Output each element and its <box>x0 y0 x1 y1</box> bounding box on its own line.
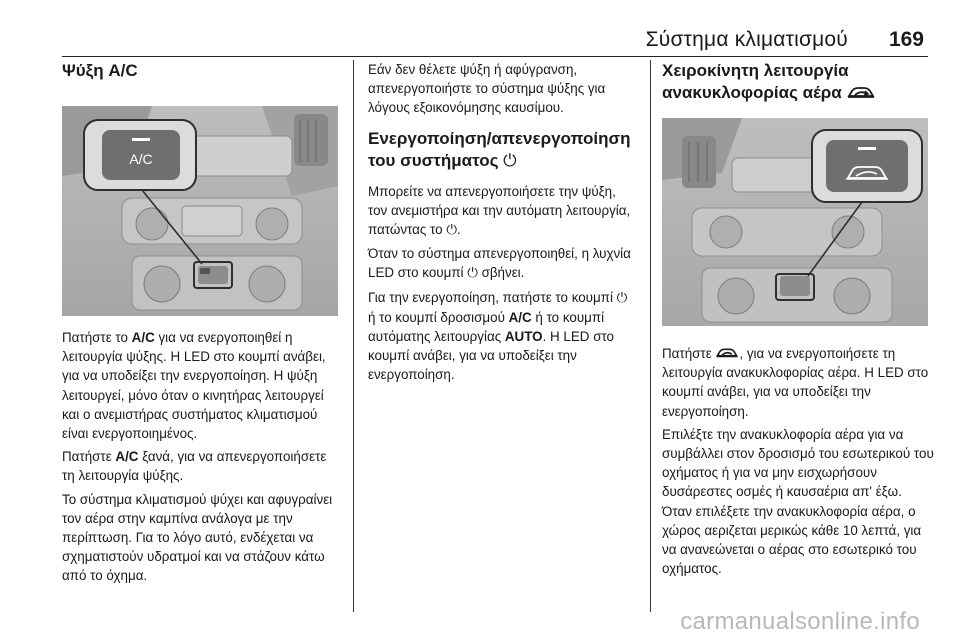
paragraph: Όταν το σύστημα απενεργοποιηθεί, η λυχνία LED στο κουμπί ⏻ σβήνει. <box>368 246 631 282</box>
ac-key-label: A/C <box>115 449 139 465</box>
footer-watermark: carmanualsonline.info <box>680 608 920 635</box>
recirculation-button-figure <box>662 118 928 326</box>
column-ac-cooling <box>62 60 342 590</box>
section-heading-ac: Ψύξη A/C <box>62 61 138 80</box>
paragraph: Το σύστημα κλιματισμού ψύχει και αφυγραίνει τον αέρα στην καμπίνα ανάλογα με την περίπτωση. Για το λόγο αυτό, ενδέχεται να σχηματιστούν υδρατμοί και να στάζουν κάτω από το όχημα. <box>62 491 333 584</box>
climate-panel-illustration <box>662 118 928 326</box>
paragraph: Εάν δεν θέλετε ψύξη ή αφύγρανση, απενεργοποιήστε το σύστημα ψύξης για λόγους εξοικονόμησης καυσίμου. <box>368 62 606 116</box>
column-system-onoff <box>368 60 638 389</box>
column-divider <box>353 60 354 612</box>
climate-panel-illustration <box>62 106 338 316</box>
recirculation-icon <box>846 84 876 100</box>
column-recirculation <box>662 60 934 582</box>
recirculation-icon <box>715 346 739 359</box>
paragraph: Μπορείτε να απενεργοποιήσετε την ψύξη, τον ανεμιστήρα και την αυτόματη λειτουργία, πατώντας το ⏻. <box>368 183 631 239</box>
power-icon: ⏻ <box>467 266 478 282</box>
paragraph: Πατήστε το A/C για να ενεργοποιηθεί η λειτουργία ψύξης. Η LED στο κουμπί ανάβει, για να υποδείξει την ενεργοποίηση. Η ψύξη λειτουργεί, μόνο όταν ο κινητήρας λειτουργεί και ο ανεμιστήρας συστήματος κλιματισμού είναι ενεργοποιημένος. <box>62 330 326 442</box>
paragraph: Πατήστε , για να ενεργοποιήσετε τη λειτουργία ανακυκλοφορίας αέρα. Η LED στο κουμπί ανάβει, για να υποδείξει την ενεργοποίηση. <box>662 346 929 419</box>
ac-button-label: A/C <box>129 151 153 167</box>
section-heading-onoff: Ενεργοποίηση/απενεργοποίηση του συστήματος ⏻ <box>368 128 631 171</box>
auto-key-label: AUTO <box>504 329 543 345</box>
ac-button-figure <box>62 106 338 316</box>
paragraph: Για την ενεργοποίηση, πατήστε το κουμπί ⏻ ή το κουμπί δροσισμού A/C ή το κουμπί αυτόματης λειτουργίας AUTO. Η LED στο κουμπί ανάβει, για να υποδείξει την ενεργοποίηση. <box>368 289 628 383</box>
power-icon: ⏻ <box>616 290 628 306</box>
header-rule <box>62 56 928 57</box>
paragraph: Πατήστε A/C ξανά, για να απενεργοποιήσετε τη λειτουργία ψύξης. <box>62 449 327 484</box>
paragraph: Επιλέξτε την ανακυκλοφορία αέρα για να συμβάλλει στον δροσισμό του εσωτερικού του οχήματος ή για να μην εισχωρήσουν δυσάρεστες οσμές ή καυσαέρια απ' έξω. Όταν επιλέξετε την ανακυκλοφορία αέρα, ο χώρος αεριζεται μερικώς κάθε 10 λεπτά, για να ανανεώνεται ο αέρας στο εσωτερικό του οχήματος. <box>662 426 934 577</box>
page-header <box>0 28 960 56</box>
ac-key-label: A/C <box>131 330 155 345</box>
power-icon: ⏻ <box>446 223 457 239</box>
column-divider <box>650 60 651 612</box>
page-number: 169 <box>888 28 924 51</box>
power-icon: ⏻ <box>503 150 517 171</box>
page-title: Σύστημα κλιματισμού <box>645 28 848 51</box>
ac-key-label: A/C <box>508 309 532 325</box>
section-heading-recirculation: Χειροκίνητη λειτουργία ανακυκλοφορίας αέρα <box>662 60 934 104</box>
